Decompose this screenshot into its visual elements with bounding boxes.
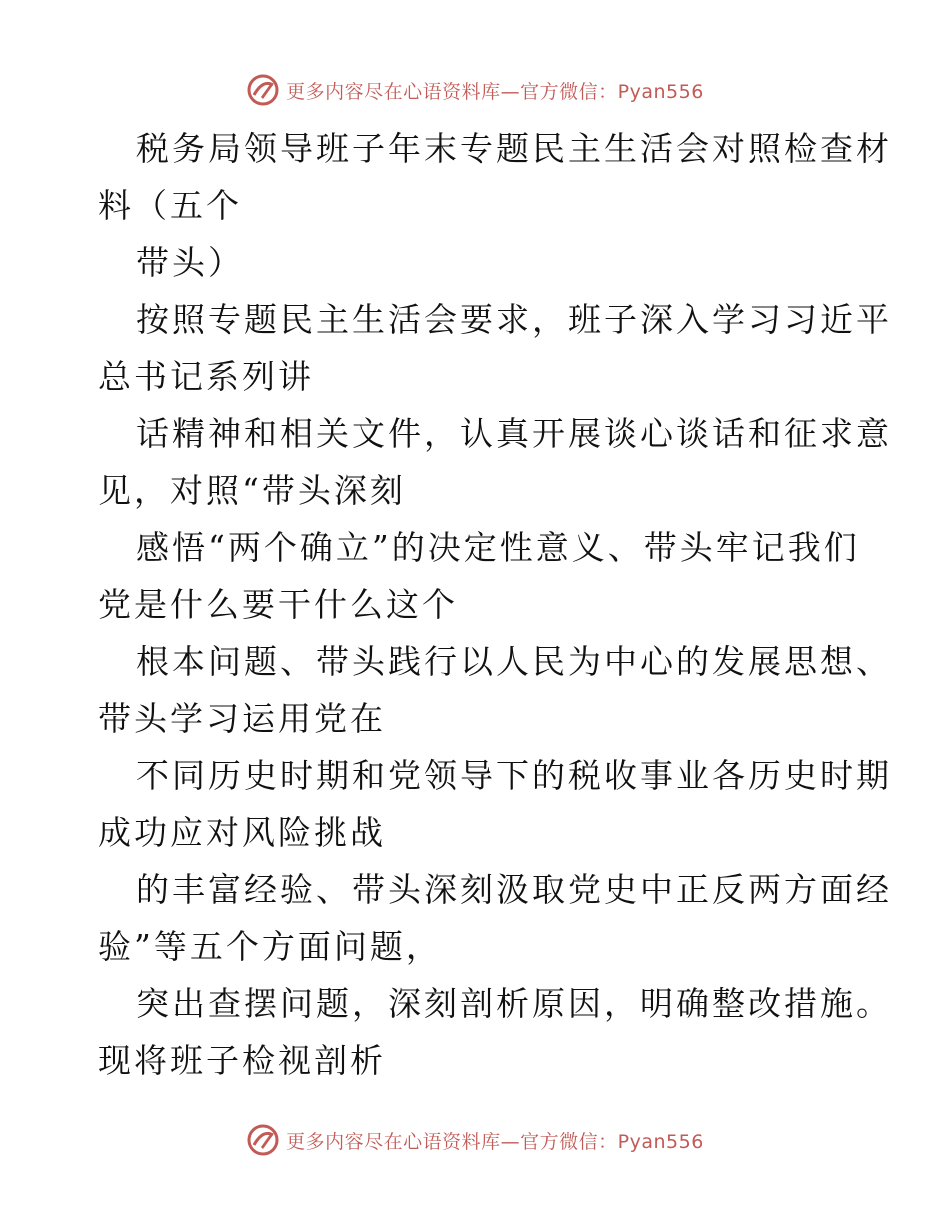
document-line: 带头） <box>136 243 244 282</box>
document-line: 现将班子检视剖析 <box>98 1041 386 1080</box>
document-line: 税务局领导班子年末专题民主生活会对照检查材 <box>136 129 892 168</box>
document-line: 验”等五个方面问题， <box>98 927 442 966</box>
document-line: 突出查摆问题，深刻剖析原因，明确整改措施。 <box>136 984 892 1023</box>
pen-swirl-logo-icon <box>246 1123 280 1157</box>
document-line: 料（五个 <box>98 186 242 225</box>
pen-swirl-logo-icon <box>246 73 280 107</box>
document-line: 见，对照“带头深刻 <box>98 471 406 510</box>
footer-banner <box>0 1120 950 1160</box>
header-banner <box>0 70 950 110</box>
document-line: 成功应对风险挑战 <box>98 813 386 852</box>
document-body <box>98 120 892 1089</box>
header-banner-text: 更多内容尽在心语资料库—官方微信：Pyan556 <box>286 80 704 103</box>
document-line: 话精神和相关文件，认真开展谈心谈话和征求意 <box>136 414 892 453</box>
document-line: 感悟“两个确立”的决定性意义、带头牢记我们 <box>136 528 860 567</box>
document-line: 的丰富经验、带头深刻汲取党史中正反两方面经 <box>136 870 892 909</box>
document-line: 带头学习运用党在 <box>98 699 386 738</box>
document-line: 党是什么要干什么这个 <box>98 585 458 624</box>
footer-banner-text: 更多内容尽在心语资料库—官方微信：Pyan556 <box>286 1130 704 1153</box>
document-line: 按照专题民主生活会要求，班子深入学习习近平 <box>136 300 892 339</box>
document-line: 根本问题、带头践行以人民为中心的发展思想、 <box>136 642 892 681</box>
document-line: 总书记系列讲 <box>98 357 314 396</box>
document-line: 不同历史时期和党领导下的税收事业各历史时期 <box>136 756 892 795</box>
